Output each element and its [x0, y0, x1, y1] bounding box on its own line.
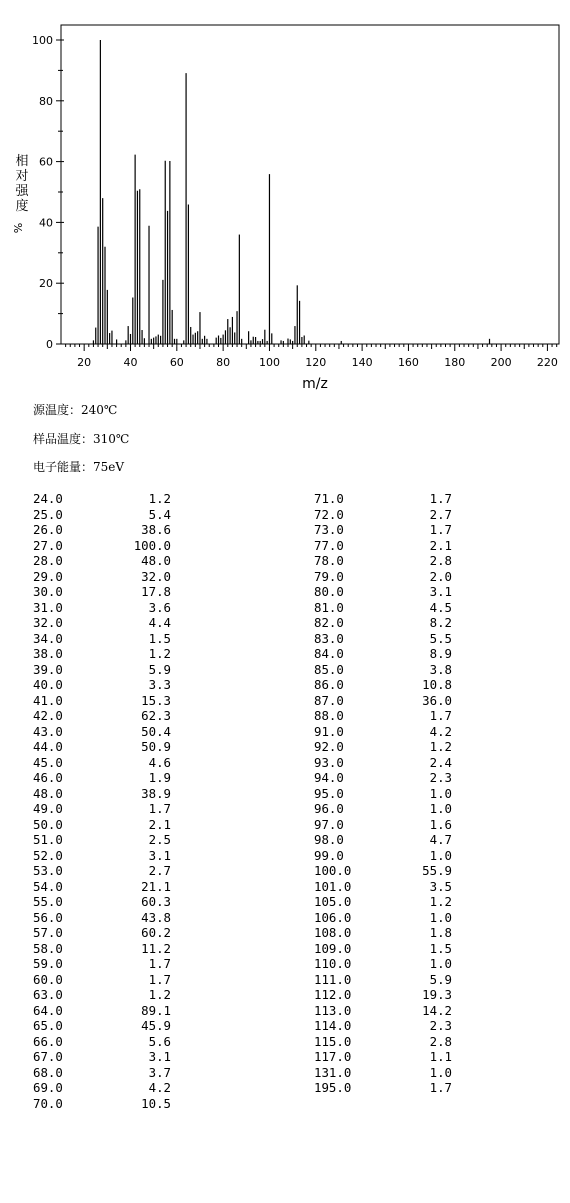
mz-value: 101.0 — [314, 878, 352, 894]
table-row — [314, 1034, 452, 1050]
table-row — [33, 1080, 171, 1096]
mz-value: 38.0 — [33, 646, 63, 661]
mz-value: 24.0 — [33, 491, 63, 506]
mz-value: 100.0 — [314, 863, 352, 878]
intensity-value: 1.0 — [429, 785, 452, 801]
intensity-value: 43.8 — [141, 909, 171, 925]
table-row — [33, 770, 171, 786]
table-row — [314, 755, 452, 771]
y-axis-label-char: 度 — [15, 199, 29, 214]
mz-value: 80.0 — [314, 584, 344, 599]
intensity-value: 1.5 — [148, 630, 171, 646]
y-axis — [32, 34, 64, 351]
intensity-value: 89.1 — [141, 1002, 171, 1018]
table-row — [314, 600, 452, 616]
intensity-value: 48.0 — [141, 553, 171, 568]
table-row — [314, 817, 452, 833]
peak-bars — [93, 40, 489, 344]
mz-value: 26.0 — [33, 522, 63, 537]
table-row — [33, 1003, 171, 1019]
intensity-value: 19.3 — [422, 987, 452, 1002]
table-row — [314, 507, 452, 523]
mz-value: 39.0 — [33, 661, 63, 677]
table-row — [33, 507, 171, 523]
peak-table-left — [33, 491, 171, 1111]
intensity-value: 1.6 — [429, 816, 452, 832]
intensity-value: 2.3 — [429, 1018, 452, 1033]
intensity-value: 2.3 — [429, 770, 452, 785]
intensity-value: 1.7 — [148, 956, 171, 971]
table-row — [33, 693, 171, 709]
intensity-value: 4.7 — [429, 832, 452, 847]
intensity-value: 3.7 — [148, 1064, 171, 1080]
y-tick-label: 40 — [39, 216, 53, 230]
table-row — [314, 693, 452, 709]
intensity-value: 17.8 — [141, 584, 171, 599]
table-row — [314, 538, 452, 554]
intensity-value: 1.0 — [429, 847, 452, 863]
intensity-value: 3.1 — [148, 1049, 171, 1064]
table-row — [314, 708, 452, 724]
x-tick-label: 120 — [305, 356, 327, 369]
table-row — [33, 739, 171, 755]
intensity-value: 1.2 — [148, 491, 171, 506]
intensity-value: 60.3 — [141, 894, 171, 909]
mz-value: 53.0 — [33, 863, 63, 878]
mz-value: 97.0 — [314, 816, 344, 832]
intensity-value: 4.4 — [148, 615, 171, 630]
mz-value: 112.0 — [314, 987, 352, 1002]
table-row — [33, 569, 171, 585]
intensity-value: 2.5 — [148, 832, 171, 847]
intensity-value: 1.2 — [148, 987, 171, 1002]
mz-value: 42.0 — [33, 708, 63, 723]
intensity-value: 1.2 — [429, 739, 452, 754]
intensity-value: 1.0 — [429, 801, 452, 816]
x-tick-label: 140 — [351, 356, 373, 369]
mz-value: 77.0 — [314, 537, 344, 553]
table-row — [314, 646, 452, 662]
mz-value: 30.0 — [33, 584, 63, 599]
table-row — [314, 786, 452, 802]
mz-value: 58.0 — [33, 940, 63, 956]
y-axis-label — [12, 153, 29, 233]
table-row — [33, 941, 171, 957]
intensity-value: 2.8 — [429, 553, 452, 568]
mz-value: 88.0 — [314, 708, 344, 723]
intensity-value: 5.4 — [148, 506, 171, 522]
mz-value: 29.0 — [33, 568, 63, 584]
intensity-value: 5.6 — [148, 1033, 171, 1049]
mz-value: 57.0 — [33, 925, 63, 940]
intensity-value: 4.5 — [429, 599, 452, 615]
electron-energy: 电子能量：75eV — [33, 460, 125, 474]
intensity-value: 32.0 — [141, 568, 171, 584]
mz-value: 113.0 — [314, 1002, 352, 1018]
mz-value: 131.0 — [314, 1064, 352, 1080]
mz-value: 109.0 — [314, 940, 352, 956]
mz-value: 92.0 — [314, 739, 344, 754]
intensity-value: 2.7 — [429, 506, 452, 522]
table-row — [314, 894, 452, 910]
intensity-value: 1.0 — [429, 956, 452, 971]
intensity-value: 8.2 — [429, 615, 452, 630]
intensity-value: 1.2 — [429, 894, 452, 909]
x-tick-label: 40 — [123, 356, 138, 369]
table-row — [33, 1034, 171, 1050]
mz-value: 32.0 — [33, 615, 63, 630]
mz-value: 94.0 — [314, 770, 344, 785]
intensity-value: 1.7 — [429, 1080, 452, 1095]
mz-value: 86.0 — [314, 677, 344, 692]
x-tick-label: 160 — [397, 356, 419, 369]
table-row — [314, 848, 452, 864]
intensity-value: 21.1 — [141, 878, 171, 894]
mz-value: 54.0 — [33, 878, 63, 894]
table-row — [33, 910, 171, 926]
x-tick-label: 100 — [258, 356, 280, 369]
x-tick-label: 200 — [490, 356, 512, 369]
mz-value: 49.0 — [33, 801, 63, 816]
table-row — [33, 786, 171, 802]
intensity-value: 50.4 — [141, 723, 171, 739]
table-row — [33, 1049, 171, 1065]
y-axis-label-char: 相 — [15, 154, 29, 169]
intensity-value: 4.2 — [148, 1080, 171, 1095]
intensity-value: 1.7 — [429, 708, 452, 723]
x-tick-label: 80 — [216, 356, 231, 369]
mz-value: 50.0 — [33, 816, 63, 832]
mz-value: 59.0 — [33, 956, 63, 971]
mz-value: 106.0 — [314, 909, 352, 925]
table-row — [314, 941, 452, 957]
mz-value: 40.0 — [33, 677, 63, 692]
mz-value: 78.0 — [314, 553, 344, 568]
table-row — [314, 1065, 452, 1081]
table-row — [33, 1096, 171, 1112]
mz-value: 111.0 — [314, 971, 352, 987]
intensity-value: 60.2 — [141, 925, 171, 940]
table-row — [33, 987, 171, 1003]
intensity-value: 1.7 — [148, 971, 171, 987]
mz-value: 87.0 — [314, 692, 344, 708]
sample-temperature: 样品温度：310℃ — [33, 432, 130, 446]
table-row — [314, 863, 452, 879]
mz-value: 110.0 — [314, 956, 352, 971]
mz-value: 115.0 — [314, 1033, 352, 1049]
table-row — [314, 1018, 452, 1034]
table-row — [33, 801, 171, 817]
intensity-value: 2.8 — [429, 1033, 452, 1049]
table-row — [33, 755, 171, 771]
intensity-value: 1.7 — [148, 801, 171, 816]
table-row — [314, 770, 452, 786]
table-row — [314, 925, 452, 941]
intensity-value: 38.6 — [141, 522, 171, 537]
mz-value: 99.0 — [314, 847, 344, 863]
intensity-value: 1.5 — [429, 940, 452, 956]
intensity-value: 1.0 — [429, 909, 452, 925]
mz-value: 84.0 — [314, 646, 344, 661]
table-row — [33, 724, 171, 740]
table-row — [314, 987, 452, 1003]
table-row — [314, 677, 452, 693]
table-row — [314, 910, 452, 926]
mz-value: 91.0 — [314, 723, 344, 739]
mz-value: 55.0 — [33, 894, 63, 909]
mz-value: 56.0 — [33, 909, 63, 925]
mz-value: 41.0 — [33, 692, 63, 708]
intensity-value: 4.6 — [148, 754, 171, 770]
table-row — [314, 615, 452, 631]
intensity-value: 3.3 — [148, 677, 171, 692]
mz-value: 34.0 — [33, 630, 63, 646]
intensity-value: 1.7 — [429, 491, 452, 506]
mz-value: 43.0 — [33, 723, 63, 739]
mz-value: 67.0 — [33, 1049, 63, 1064]
mz-value: 64.0 — [33, 1002, 63, 1018]
y-tick-label: 80 — [39, 94, 53, 108]
table-row — [33, 848, 171, 864]
table-row — [33, 677, 171, 693]
intensity-value: 4.2 — [429, 723, 452, 739]
intensity-value: 1.9 — [148, 770, 171, 785]
mz-value: 31.0 — [33, 599, 63, 615]
table-row — [33, 956, 171, 972]
mz-value: 68.0 — [33, 1064, 63, 1080]
table-row — [33, 600, 171, 616]
y-axis-label-char: 强 — [15, 184, 29, 199]
mz-value: 63.0 — [33, 987, 63, 1002]
mz-value: 27.0 — [33, 537, 63, 553]
mz-value: 44.0 — [33, 739, 63, 754]
mz-value: 98.0 — [314, 832, 344, 847]
intensity-value: 100.0 — [133, 537, 171, 553]
y-axis-unit: % — [12, 222, 25, 234]
mz-value: 45.0 — [33, 754, 63, 770]
mz-value: 108.0 — [314, 925, 352, 940]
table-row — [314, 584, 452, 600]
intensity-value: 1.7 — [429, 522, 452, 537]
table-row — [314, 832, 452, 848]
table-row — [33, 863, 171, 879]
mz-value: 46.0 — [33, 770, 63, 785]
table-row — [33, 1065, 171, 1081]
mz-value: 105.0 — [314, 894, 352, 909]
table-row — [314, 522, 452, 538]
mz-value: 66.0 — [33, 1033, 63, 1049]
table-row — [314, 631, 452, 647]
intensity-value: 2.7 — [148, 863, 171, 878]
intensity-value: 3.1 — [429, 584, 452, 599]
table-row — [33, 631, 171, 647]
intensity-value: 10.8 — [422, 677, 452, 692]
table-row — [33, 832, 171, 848]
table-row — [314, 1080, 452, 1096]
peak-table-right — [314, 491, 452, 1096]
intensity-value: 2.4 — [429, 754, 452, 770]
x-axis — [66, 344, 558, 369]
table-row — [314, 801, 452, 817]
mz-value: 79.0 — [314, 568, 344, 584]
intensity-value: 1.8 — [429, 925, 452, 940]
intensity-value: 50.9 — [141, 739, 171, 754]
y-tick-label: 20 — [39, 277, 53, 291]
intensity-value: 62.3 — [141, 708, 171, 723]
table-row — [314, 724, 452, 740]
intensity-value: 2.1 — [148, 816, 171, 832]
table-row — [33, 491, 171, 507]
mz-value: 73.0 — [314, 522, 344, 537]
table-row — [33, 879, 171, 895]
intensity-value: 1.1 — [429, 1049, 452, 1064]
intensity-value: 14.2 — [422, 1002, 452, 1018]
table-row — [33, 894, 171, 910]
table-row — [314, 739, 452, 755]
table-row — [33, 925, 171, 941]
mz-value: 82.0 — [314, 615, 344, 630]
intensity-value: 1.2 — [148, 646, 171, 661]
mz-value: 72.0 — [314, 506, 344, 522]
table-row — [314, 972, 452, 988]
mz-value: 28.0 — [33, 553, 63, 568]
table-row — [33, 538, 171, 554]
table-row — [314, 553, 452, 569]
intensity-value: 11.2 — [141, 940, 171, 956]
table-row — [33, 708, 171, 724]
source-temperature: 源温度：240℃ — [33, 403, 118, 417]
x-tick-label: 220 — [536, 356, 558, 369]
table-row — [314, 569, 452, 585]
intensity-value: 55.9 — [422, 863, 452, 878]
table-row — [33, 553, 171, 569]
mz-value: 93.0 — [314, 754, 344, 770]
mz-value: 52.0 — [33, 847, 63, 863]
y-tick-label: 0 — [46, 338, 53, 351]
intensity-value: 5.5 — [429, 630, 452, 646]
table-row — [314, 662, 452, 678]
mz-value: 81.0 — [314, 599, 344, 615]
mz-value: 96.0 — [314, 801, 344, 816]
intensity-value: 5.9 — [148, 661, 171, 677]
table-row — [314, 1003, 452, 1019]
intensity-value: 10.5 — [141, 1095, 171, 1111]
intensity-value: 2.1 — [429, 537, 452, 553]
mz-value: 117.0 — [314, 1049, 352, 1064]
mz-value: 48.0 — [33, 785, 63, 801]
mz-value: 71.0 — [314, 491, 344, 506]
mz-value: 114.0 — [314, 1018, 352, 1033]
mz-value: 195.0 — [314, 1080, 352, 1095]
mz-value: 85.0 — [314, 661, 344, 677]
y-tick-label: 100 — [32, 34, 53, 47]
x-tick-label: 180 — [444, 356, 466, 369]
table-row — [33, 972, 171, 988]
mz-value: 25.0 — [33, 506, 63, 522]
intensity-value: 8.9 — [429, 646, 452, 661]
table-row — [33, 522, 171, 538]
intensity-value: 3.6 — [148, 599, 171, 615]
table-row — [33, 662, 171, 678]
mz-value: 60.0 — [33, 971, 63, 987]
intensity-value: 3.8 — [429, 661, 452, 677]
intensity-value: 1.0 — [429, 1064, 452, 1080]
mz-value: 70.0 — [33, 1095, 63, 1111]
intensity-value: 15.3 — [141, 692, 171, 708]
table-row — [33, 584, 171, 600]
y-axis-label-char: 对 — [15, 169, 29, 184]
mz-value: 65.0 — [33, 1018, 63, 1033]
mz-value: 83.0 — [314, 630, 344, 646]
intensity-value: 36.0 — [422, 692, 452, 708]
intensity-value: 2.0 — [429, 568, 452, 584]
mass-spectrum-chart — [0, 0, 570, 395]
intensity-value: 45.9 — [141, 1018, 171, 1033]
table-row — [33, 615, 171, 631]
table-row — [314, 879, 452, 895]
table-row — [314, 956, 452, 972]
table-row — [33, 646, 171, 662]
y-tick-label: 60 — [39, 155, 53, 169]
mz-value: 95.0 — [314, 785, 344, 801]
x-axis-label: m/z — [302, 376, 328, 392]
x-tick-label: 20 — [77, 356, 92, 369]
x-tick-label: 60 — [169, 356, 184, 369]
mz-value: 51.0 — [33, 832, 63, 847]
intensity-value: 3.5 — [429, 878, 452, 894]
intensity-value: 5.9 — [429, 971, 452, 987]
table-row — [33, 817, 171, 833]
mz-value: 69.0 — [33, 1080, 63, 1095]
table-row — [33, 1018, 171, 1034]
table-row — [314, 491, 452, 507]
intensity-value: 3.1 — [148, 847, 171, 863]
intensity-value: 38.9 — [141, 785, 171, 801]
table-row — [314, 1049, 452, 1065]
